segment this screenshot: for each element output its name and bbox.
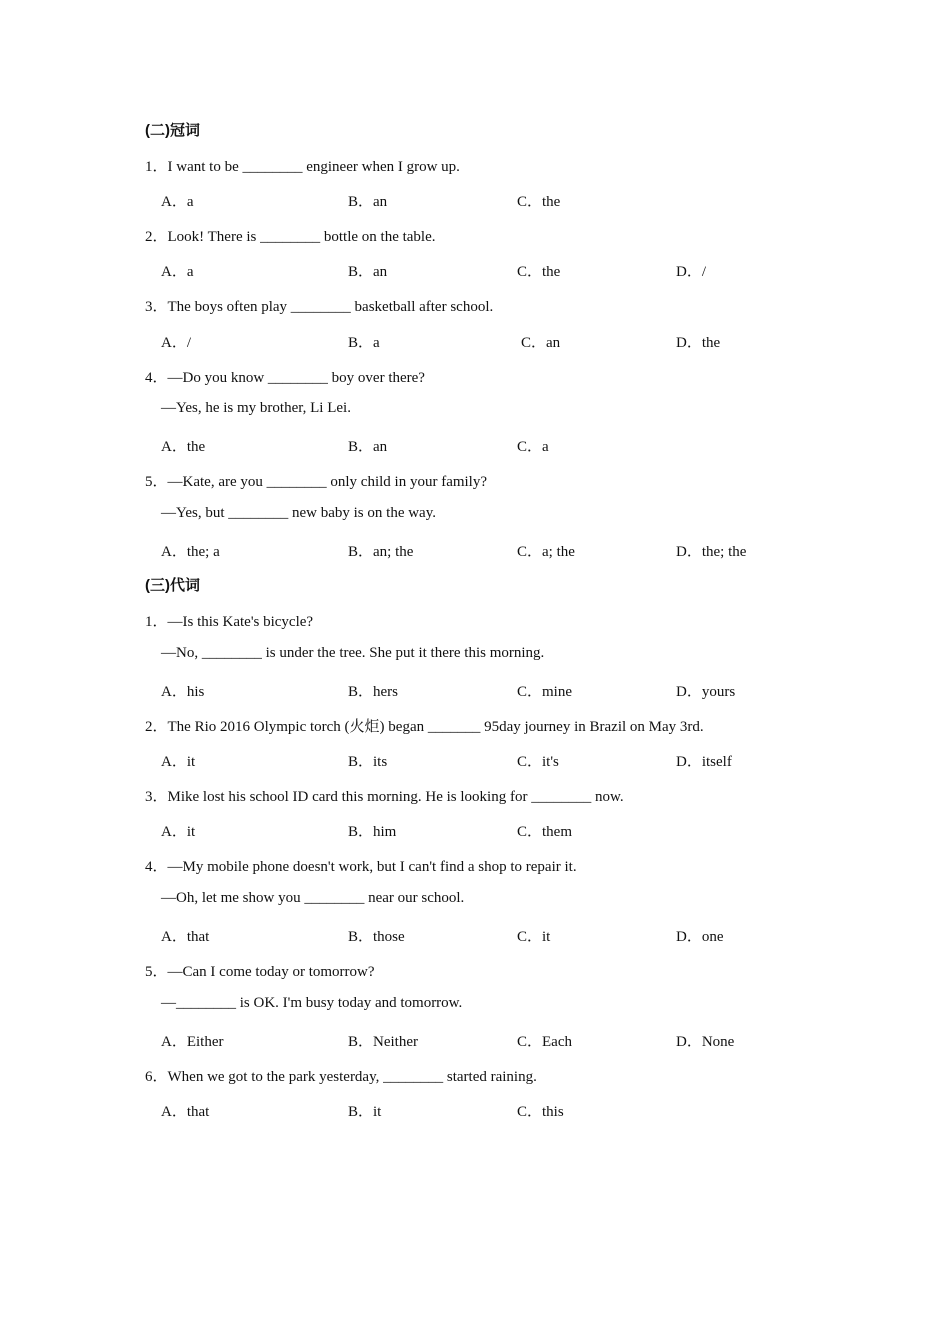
option-a: A．it xyxy=(161,754,196,770)
option-a: A．that xyxy=(161,929,210,945)
question-reply: —________ is OK. I'm busy today and tomorrow. xyxy=(161,995,463,1011)
option-b: B．an xyxy=(348,264,388,280)
option-b: B．an xyxy=(348,439,388,455)
option-d: D．the; the xyxy=(676,544,747,560)
option-c: C．the xyxy=(517,194,561,210)
option-a: A．a xyxy=(161,194,194,210)
option-c: C．this xyxy=(517,1104,564,1120)
option-b: B．its xyxy=(348,754,388,770)
question-stem: 6．When we got to the park yesterday, ________ started raining. xyxy=(145,1069,537,1085)
option-a: A．his xyxy=(161,684,205,700)
question-stem: 4．—My mobile phone doesn't work, but I can't find a shop to repair it. xyxy=(145,859,577,875)
option-d: D．yours xyxy=(676,684,736,700)
option-c: C．Each xyxy=(517,1034,572,1050)
section-title-articles: (二)冠词 xyxy=(145,122,200,139)
option-d: D．None xyxy=(676,1034,735,1050)
option-d: D．/ xyxy=(676,264,707,280)
option-b: B．those xyxy=(348,929,405,945)
option-b: B．him xyxy=(348,824,397,840)
question-stem: 5．—Can I come today or tomorrow? xyxy=(145,964,375,980)
question-stem: 2．Look! There is ________ bottle on the table. xyxy=(145,229,436,245)
option-c: C．a; the xyxy=(517,544,575,560)
option-c: C．an xyxy=(521,335,561,351)
question-reply: —No, ________ is under the tree. She put it there this morning. xyxy=(161,645,545,661)
question-reply: —Oh, let me show you ________ near our school. xyxy=(161,890,465,906)
question-stem: 5．—Kate, are you ________ only child in your family? xyxy=(145,474,488,490)
option-d: D．the xyxy=(676,335,721,351)
option-c: C．it's xyxy=(517,754,559,770)
option-a: A．Either xyxy=(161,1034,224,1050)
option-b: B．it xyxy=(348,1104,382,1120)
option-c: C．the xyxy=(517,264,561,280)
option-c: C．mine xyxy=(517,684,572,700)
question-reply: —Yes, he is my brother, Li Lei. xyxy=(161,400,351,416)
option-a: A．that xyxy=(161,1104,210,1120)
option-a: A．it xyxy=(161,824,196,840)
option-c: C．them xyxy=(517,824,572,840)
option-d: D．one xyxy=(676,929,724,945)
question-stem: 3．Mike lost his school ID card this morning. He is looking for ________ now. xyxy=(145,789,624,805)
question-stem: 2．The Rio 2016 Olympic torch (火炬) began _______ 95day journey in Brazil on May 3rd. xyxy=(145,719,704,735)
question-stem: 3．The boys often play ________ basketball after school. xyxy=(145,299,494,315)
section-title-pronouns: (三)代词 xyxy=(145,577,200,594)
option-b: B．Neither xyxy=(348,1034,418,1050)
option-b: B．hers xyxy=(348,684,398,700)
option-a: A．the xyxy=(161,439,206,455)
option-c: C．a xyxy=(517,439,549,455)
option-c: C．it xyxy=(517,929,551,945)
option-a: A．/ xyxy=(161,335,192,351)
question-reply: —Yes, but ________ new baby is on the way. xyxy=(161,505,436,521)
question-stem: 4．—Do you know ________ boy over there? xyxy=(145,370,425,386)
option-d: D．itself xyxy=(676,754,732,770)
option-a: A．the; a xyxy=(161,544,220,560)
question-stem: 1．I want to be ________ engineer when I grow up. xyxy=(145,159,460,175)
option-a: A．a xyxy=(161,264,194,280)
option-b: B．an xyxy=(348,194,388,210)
option-b: B．a xyxy=(348,335,380,351)
question-stem: 1．—Is this Kate's bicycle? xyxy=(145,614,314,630)
option-b: B．an; the xyxy=(348,544,414,560)
